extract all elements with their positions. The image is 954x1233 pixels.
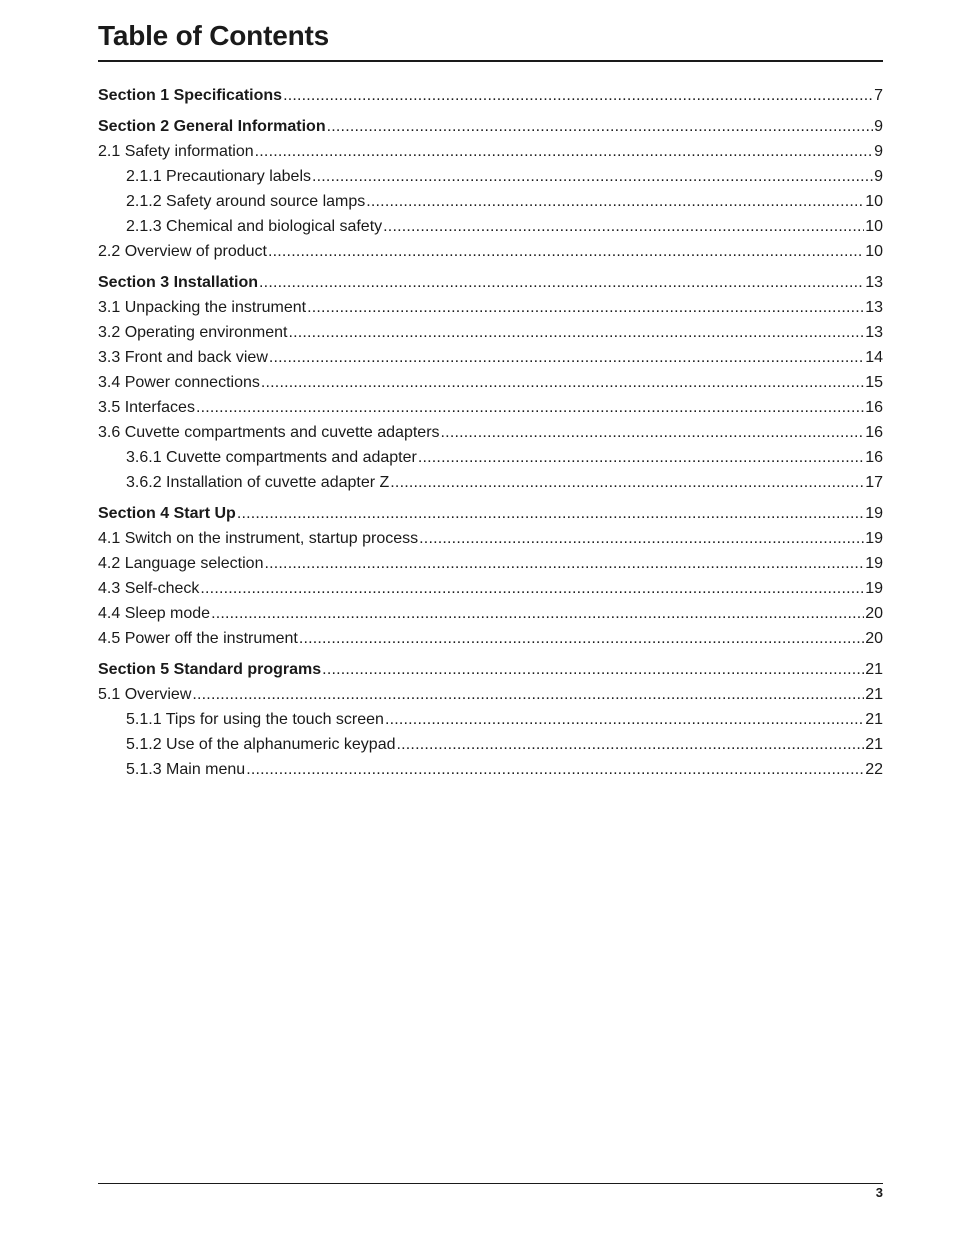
toc-entry[interactable]: [98, 734, 883, 759]
toc-entry-page[interactable]: 9: [874, 168, 883, 185]
toc-entry[interactable]: [98, 759, 883, 784]
toc-entry[interactable]: [98, 216, 883, 241]
toc-entry-label[interactable]: Section 3 Installation: [98, 274, 259, 291]
dot-leader: [196, 397, 864, 419]
toc-entry[interactable]: [98, 528, 883, 553]
toc-entry-page[interactable]: 21: [865, 661, 883, 678]
toc-entry-label[interactable]: 3.3 Front and back view: [98, 349, 268, 366]
dot-leader: [268, 241, 864, 263]
toc-entry-label[interactable]: 4.1 Switch on the instrument, startup process: [98, 530, 419, 547]
toc-entry-page[interactable]: 17: [865, 474, 883, 491]
dot-leader: [269, 347, 864, 369]
dot-leader: [397, 734, 865, 756]
toc-entry-label[interactable]: 2.1.3 Chemical and biological safety: [126, 218, 383, 235]
dot-leader: [390, 472, 864, 494]
toc-entry-label[interactable]: 3.5 Interfaces: [98, 399, 195, 416]
toc-entry[interactable]: [98, 191, 883, 216]
dot-leader: [366, 191, 864, 213]
toc-entry-page[interactable]: 9: [874, 143, 883, 160]
dot-leader: [299, 628, 864, 650]
dot-leader: [264, 553, 864, 575]
toc-entry-label[interactable]: 3.6 Cuvette compartments and cuvette adapters: [98, 424, 440, 441]
toc-entry-page[interactable]: 15: [865, 374, 883, 391]
toc-entry-page[interactable]: 13: [865, 324, 883, 341]
toc-entry[interactable]: [98, 141, 883, 166]
page-number: 3: [875, 1185, 883, 1200]
toc-entry[interactable]: [98, 297, 883, 322]
toc-entry-label[interactable]: Section 4 Start Up: [98, 505, 236, 522]
toc-entry[interactable]: [98, 472, 883, 497]
toc-entry-label[interactable]: 2.1.1 Precautionary labels: [126, 168, 311, 185]
toc-entry-page[interactable]: 19: [865, 530, 883, 547]
dot-leader: [255, 141, 873, 163]
toc-entry-page[interactable]: 10: [865, 243, 883, 260]
toc-entry[interactable]: [98, 85, 883, 110]
toc-entry[interactable]: [98, 272, 883, 297]
dot-leader: [419, 528, 864, 550]
toc-entry-label[interactable]: Section 2 General Information: [98, 118, 326, 135]
toc-entry[interactable]: [98, 709, 883, 734]
dot-leader: [192, 684, 864, 706]
title-divider: [98, 60, 883, 62]
toc-entry-page[interactable]: 16: [865, 449, 883, 466]
toc-entry[interactable]: [98, 578, 883, 603]
toc-entry-page[interactable]: 10: [865, 218, 883, 235]
dot-leader: [288, 322, 864, 344]
toc-entry-label[interactable]: 5.1.3 Main menu: [126, 761, 246, 778]
toc-entry-label[interactable]: 5.1.1 Tips for using the touch screen: [126, 711, 384, 728]
toc-entry-label[interactable]: 3.6.1 Cuvette compartments and adapter: [126, 449, 417, 466]
dot-leader: [312, 166, 873, 188]
toc-entry[interactable]: [98, 684, 883, 709]
toc-entry[interactable]: [98, 447, 883, 472]
footer-divider: [98, 1183, 883, 1184]
toc-entry[interactable]: [98, 628, 883, 653]
dot-leader: [237, 503, 864, 525]
toc-entry-label[interactable]: 4.4 Sleep mode: [98, 605, 211, 622]
dot-leader: [246, 759, 864, 781]
dot-leader: [418, 447, 864, 469]
dot-leader: [322, 659, 864, 681]
toc-entry-page[interactable]: 9: [874, 118, 883, 135]
dot-leader: [261, 372, 864, 394]
toc-entry-page[interactable]: 10: [865, 193, 883, 210]
dot-leader: [441, 422, 865, 444]
toc-entry-label[interactable]: 3.1 Unpacking the instrument: [98, 299, 307, 316]
toc-entry[interactable]: [98, 241, 883, 266]
toc-entry-page[interactable]: 7: [874, 87, 883, 104]
toc-entry-page[interactable]: 22: [865, 761, 883, 778]
toc-entry-page[interactable]: 19: [865, 555, 883, 572]
toc-entry-page[interactable]: 19: [865, 505, 883, 522]
toc-entry-label[interactable]: Section 1 Specifications: [98, 87, 283, 104]
toc-entry-page[interactable]: 16: [865, 424, 883, 441]
dot-leader: [385, 709, 864, 731]
dot-leader: [211, 603, 864, 625]
toc-entry-page[interactable]: 19: [865, 580, 883, 597]
toc-entry[interactable]: [98, 397, 883, 422]
toc-entry-page[interactable]: 16: [865, 399, 883, 416]
dot-leader: [283, 85, 873, 107]
toc-entry-page[interactable]: 13: [865, 274, 883, 291]
toc-entry[interactable]: [98, 659, 883, 684]
toc-entry-page[interactable]: 21: [865, 686, 883, 703]
toc-entry[interactable]: [98, 372, 883, 397]
toc-entry-label[interactable]: Section 5 Standard programs: [98, 661, 322, 678]
toc-entry[interactable]: [98, 603, 883, 628]
toc-entry-page[interactable]: 21: [865, 711, 883, 728]
dot-leader: [259, 272, 864, 294]
toc-entry-label[interactable]: 3.2 Operating environment: [98, 324, 288, 341]
toc-entry-page[interactable]: 14: [865, 349, 883, 366]
page-title: Table of Contents: [98, 20, 329, 51]
toc-entry-label[interactable]: 3.6.2 Installation of cuvette adapter Z: [126, 474, 390, 491]
toc-entry[interactable]: [98, 166, 883, 191]
toc-entry[interactable]: [98, 422, 883, 447]
toc-entry-label[interactable]: 4.3 Self-check: [98, 580, 200, 597]
dot-leader: [327, 116, 873, 138]
toc-entry-label[interactable]: 2.1 Safety information: [98, 143, 254, 160]
dot-leader: [383, 216, 864, 238]
toc-entry-label[interactable]: 5.1 Overview: [98, 686, 192, 703]
toc-entry-label[interactable]: 2.1.2 Safety around source lamps: [126, 193, 366, 210]
toc-entry[interactable]: [98, 503, 883, 528]
toc-entry-label[interactable]: 4.2 Language selection: [98, 555, 264, 572]
toc-entry-label[interactable]: 5.1.2 Use of the alphanumeric keypad: [126, 736, 396, 753]
toc-entry[interactable]: [98, 116, 883, 141]
table-of-contents: [98, 85, 883, 784]
toc-entry[interactable]: [98, 553, 883, 578]
toc-entry-label[interactable]: 3.4 Power connections: [98, 374, 260, 391]
toc-entry-label[interactable]: 4.5 Power off the instrument: [98, 630, 298, 647]
toc-entry[interactable]: [98, 322, 883, 347]
toc-entry-page[interactable]: 20: [865, 605, 883, 622]
toc-entry-page[interactable]: 13: [865, 299, 883, 316]
toc-entry[interactable]: [98, 347, 883, 372]
toc-entry-label[interactable]: 2.2 Overview of product: [98, 243, 267, 260]
toc-entry-page[interactable]: 21: [865, 736, 883, 753]
dot-leader: [200, 578, 864, 600]
dot-leader: [307, 297, 864, 319]
toc-entry-page[interactable]: 20: [865, 630, 883, 647]
